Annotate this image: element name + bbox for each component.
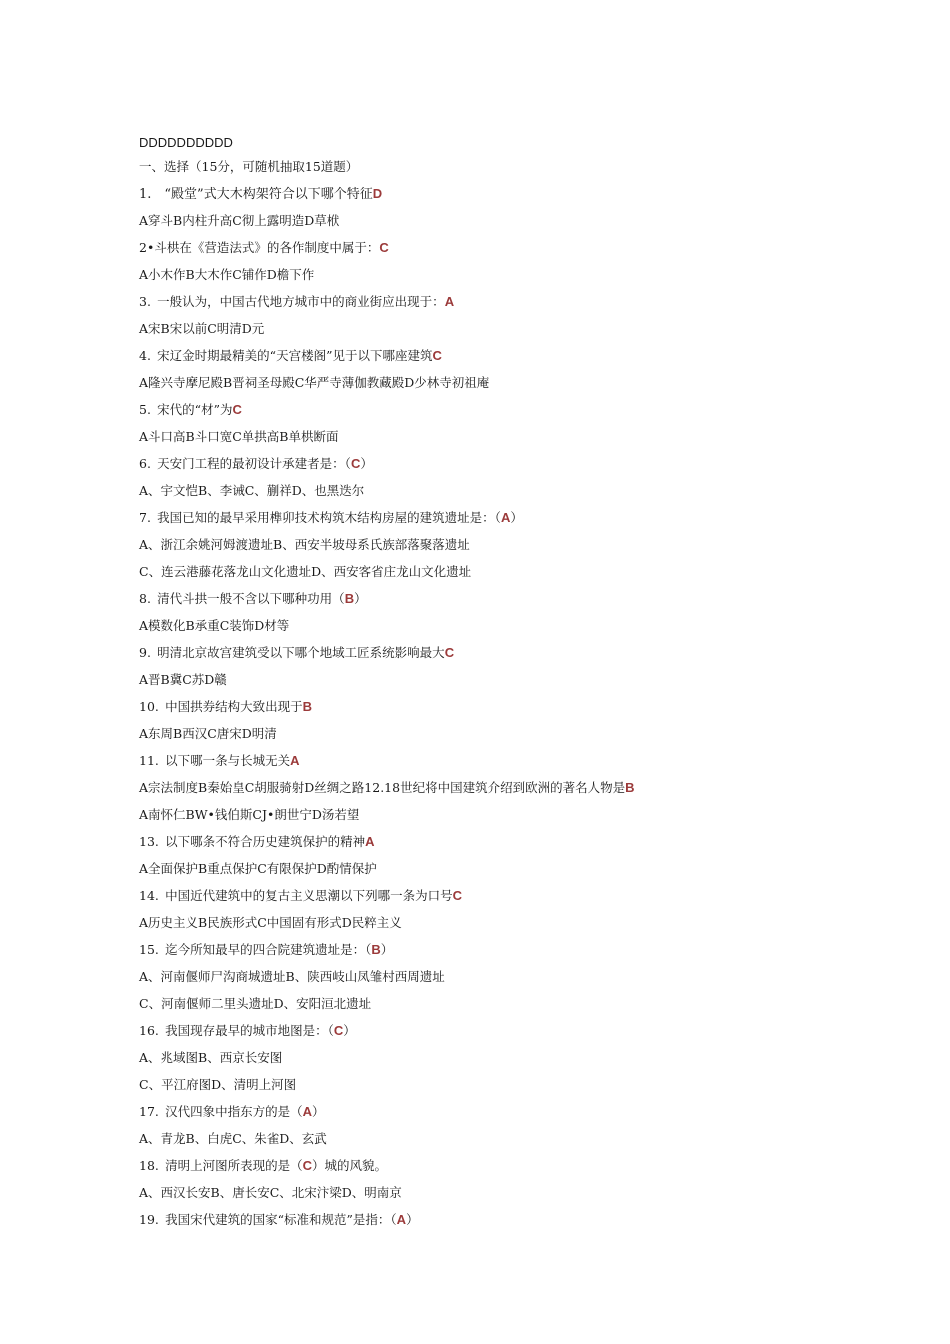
option-line bbox=[139, 207, 859, 234]
answer-key: A bbox=[444, 294, 455, 309]
option-line bbox=[139, 558, 859, 585]
question-line bbox=[139, 396, 859, 423]
question-text: 14. 中国近代建筑中的复古主义思潮以下列哪一条为口号 bbox=[139, 888, 453, 903]
option-line bbox=[139, 612, 859, 639]
option-line bbox=[139, 423, 859, 450]
option-text: A、浙江余姚河姆渡遗址B、西安半坡母系氏族部落聚落遗址 bbox=[139, 537, 470, 552]
option-line bbox=[139, 963, 859, 990]
question-line bbox=[139, 342, 859, 369]
option-line bbox=[139, 1044, 859, 1071]
document-page bbox=[139, 133, 859, 1233]
option-text: A东周B西汉C唐宋D明清 bbox=[139, 726, 277, 741]
question-line bbox=[139, 828, 859, 855]
option-text: A、兆域图B、西京长安图 bbox=[139, 1050, 283, 1065]
option-text: A斗口高B斗口宽C单拱高B单栱断面 bbox=[139, 429, 339, 444]
option-line bbox=[139, 801, 859, 828]
answer-key: B bbox=[302, 699, 313, 714]
answer-key: C bbox=[452, 888, 463, 903]
question-text: 10. 中国拱券结构大致出现于 bbox=[139, 699, 303, 714]
question-text-suffix: ）城的风貌。 bbox=[312, 1158, 388, 1173]
question-line bbox=[139, 234, 859, 261]
question-text: 7. 我国已知的最早采用榫卯技术构筑木结构房屋的建筑遗址是：（ bbox=[139, 510, 501, 525]
question-line bbox=[139, 882, 859, 909]
question-line bbox=[139, 936, 859, 963]
option-text: C、平江府图D、清明上河图 bbox=[139, 1077, 297, 1092]
section-title: 一、选择（15分，可随机抽取15道题） bbox=[139, 159, 359, 174]
question-text: 6. 天安门工程的最初设计承建者是：（ bbox=[139, 456, 351, 471]
option-line bbox=[139, 531, 859, 558]
question-list bbox=[139, 180, 859, 1233]
answer-key: C bbox=[432, 348, 442, 363]
option-line bbox=[139, 720, 859, 747]
option-text: A、西汉长安B、唐长安C、北宋汴梁D、明南京 bbox=[139, 1185, 402, 1200]
question-line bbox=[139, 639, 859, 666]
option-line bbox=[139, 855, 859, 882]
option-text: A历史主义B民族形式C中国固有形式D民粹主义 bbox=[139, 915, 402, 930]
document-header: DDDDDDDDDD bbox=[139, 135, 233, 150]
question-line bbox=[139, 585, 859, 612]
question-line bbox=[139, 1098, 859, 1125]
question-text: 16. 我国现存最早的城市地图是：（ bbox=[139, 1023, 334, 1038]
answer-key: C bbox=[350, 456, 361, 471]
question-text: 9. 明清北京故宫建筑受以下哪个地域工匠系统影响最大 bbox=[139, 645, 445, 660]
question-text: 5. 宋代的“材”为 bbox=[139, 402, 233, 417]
question-line bbox=[139, 1206, 859, 1233]
question-line bbox=[139, 504, 859, 531]
option-text: A穿斗B内柱升高C彻上露明造D草栿 bbox=[139, 213, 340, 228]
answer-key: A bbox=[290, 753, 300, 768]
question-text: 18. 清明上河图所表现的是（ bbox=[139, 1158, 303, 1173]
option-text: A晋B冀C苏D赣 bbox=[139, 672, 227, 687]
option-text: A隆兴寺摩尼殿B晋祠圣母殿C华严寺薄伽教藏殿D少林寺初祖庵 bbox=[139, 375, 490, 390]
question-text-suffix: ） bbox=[406, 1212, 419, 1227]
answer-key: A bbox=[396, 1212, 407, 1227]
answer-key: C bbox=[302, 1158, 313, 1173]
question-text-suffix: ） bbox=[380, 942, 394, 957]
option-line bbox=[139, 369, 859, 396]
question-text: 13. 以下哪条不符合历史建筑保护的精神 bbox=[139, 834, 366, 849]
option-line bbox=[139, 990, 859, 1017]
option-line bbox=[139, 1125, 859, 1152]
question-line bbox=[139, 1017, 859, 1044]
question-text: 4. 宋辽金时期最精美的“天宫楼阁”见于以下哪座建筑 bbox=[139, 348, 433, 363]
question-line bbox=[139, 774, 859, 801]
answer-key: C bbox=[232, 402, 242, 417]
answer-key: B bbox=[344, 591, 355, 606]
question-line bbox=[139, 747, 859, 774]
option-text: A小木作B大木作C铺作D檐下作 bbox=[139, 267, 315, 282]
question-line bbox=[139, 450, 859, 477]
question-text-suffix: ） bbox=[360, 456, 373, 471]
answer-key: A bbox=[365, 834, 375, 849]
question-line bbox=[139, 180, 859, 207]
option-line bbox=[139, 666, 859, 693]
option-text: A全面保护B重点保护C有限保护D酌情保护 bbox=[139, 861, 377, 876]
option-text: A宋B宋以前C明清D元 bbox=[139, 321, 265, 336]
option-line bbox=[139, 477, 859, 504]
option-text: A南怀仁BW•钱伯斯CJ•朗世宁D汤若望 bbox=[139, 807, 360, 822]
answer-key: D bbox=[372, 186, 383, 201]
question-text: 1. “殿堂”式大木构架符合以下哪个特征 bbox=[139, 187, 373, 202]
question-text-suffix: ） bbox=[312, 1104, 325, 1119]
question-line bbox=[139, 1152, 859, 1179]
question-text-suffix: ） bbox=[354, 591, 367, 606]
answer-key: B bbox=[625, 780, 635, 795]
answer-key: C bbox=[444, 645, 455, 660]
option-text: A、青龙B、白虎C、朱雀D、玄武 bbox=[139, 1131, 327, 1146]
answer-key: C bbox=[333, 1023, 344, 1038]
option-line bbox=[139, 909, 859, 936]
question-text: 3. 一般认为，中国古代地方城市中的商业街应出现于： bbox=[139, 294, 445, 309]
question-line bbox=[139, 693, 859, 720]
question-text: A宗法制度B秦始皇C胡服骑射D丝绸之路12.18世纪将中国建筑介绍到欧洲的著名人物是 bbox=[139, 780, 626, 795]
question-text-suffix: ） bbox=[510, 510, 523, 525]
answer-key: C bbox=[379, 240, 389, 255]
answer-key: B bbox=[371, 942, 381, 957]
question-text: 15. 迄今所知最早的四合院建筑遗址是：（ bbox=[139, 942, 372, 957]
question-line bbox=[139, 288, 859, 315]
option-text: A、河南偃师尸沟商城遗址B、陕西岐山凤雏村西周遗址 bbox=[139, 969, 445, 984]
answer-key: A bbox=[302, 1104, 313, 1119]
option-text: C、河南偃师二里头遗址D、安阳洹北遗址 bbox=[139, 996, 372, 1011]
question-text: 8. 清代斗拱一般不含以下哪种功用（ bbox=[139, 591, 345, 606]
option-line bbox=[139, 1179, 859, 1206]
option-line bbox=[139, 1071, 859, 1098]
option-text: C、连云港藤花落龙山文化遗址D、西安客省庄龙山文化遗址 bbox=[139, 564, 472, 579]
option-text: A、宇文恺B、李诫C、蒯祥D、也黑迭尔 bbox=[139, 483, 365, 498]
question-text: 11. 以下哪一条与长城无关 bbox=[139, 753, 291, 768]
question-text: 2•斗栱在《营造法式》的各作制度中属于： bbox=[139, 240, 380, 255]
option-line bbox=[139, 315, 859, 342]
question-text-suffix: ） bbox=[343, 1023, 356, 1038]
option-text: A模数化B承重C装饰D材等 bbox=[139, 618, 290, 633]
question-text: 17. 汉代四象中指东方的是（ bbox=[139, 1104, 303, 1119]
question-text: 19. 我国宋代建筑的国家“标准和规范”是指：（ bbox=[139, 1212, 397, 1227]
option-line bbox=[139, 261, 859, 288]
answer-key: A bbox=[500, 510, 511, 525]
